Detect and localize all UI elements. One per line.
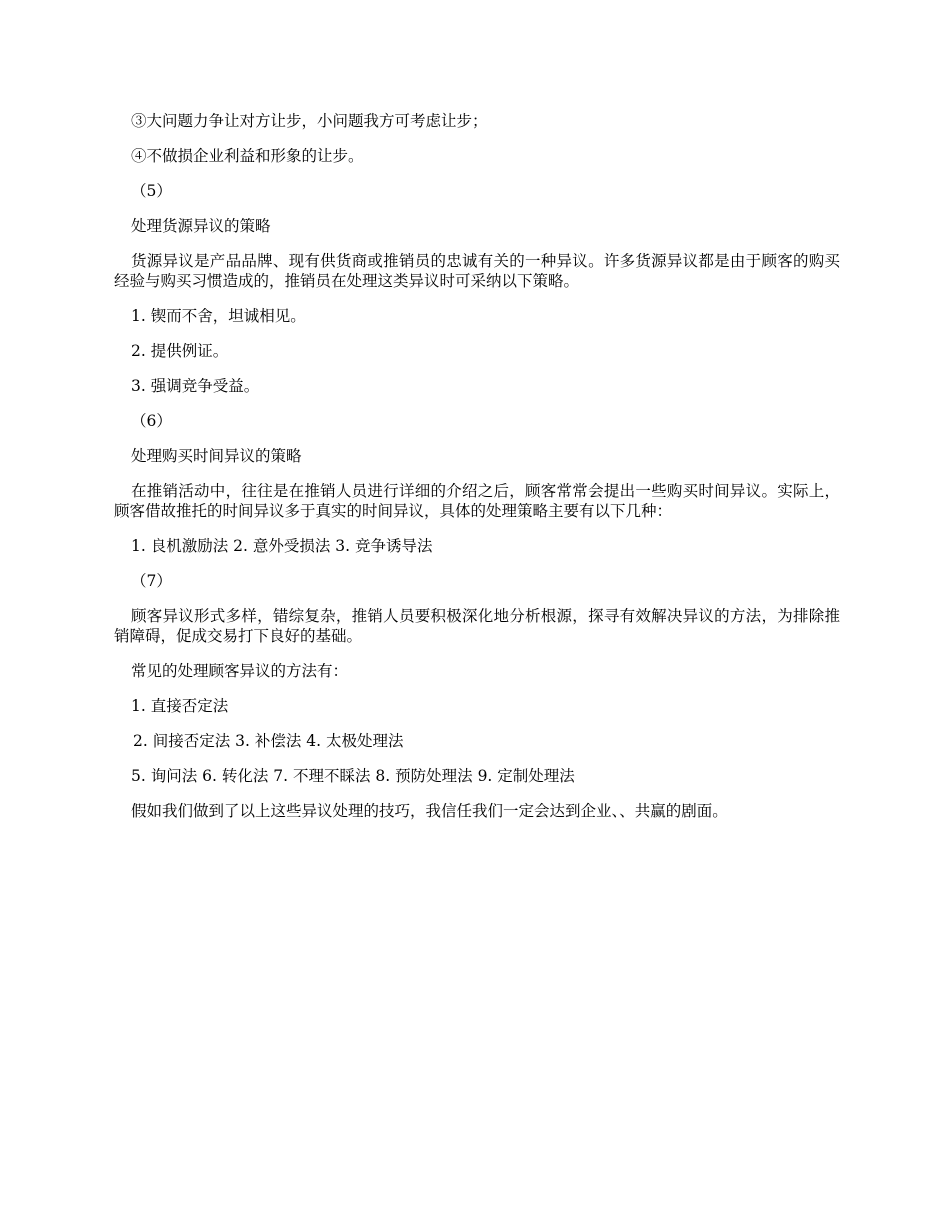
paragraph-source-objection: 货源异议是产品品牌、现有供货商或推销员的忠诚有关的一种异议。许多货源异议都是由于顾客的购买经验与购买习惯造成的，推销员在处理这类异议时可采纳以下策略。	[114, 252, 840, 290]
section-number-7: （7）	[131, 572, 172, 590]
list-item-source-1: 1. 锲而不舍，坦诚相见。	[131, 307, 306, 325]
list-item-method-1: 1. 直接否定法	[131, 697, 229, 715]
list-item-source-3: 3. 强调竞争受益。	[131, 377, 260, 395]
section-heading-time-objection: 处理购买时间异议的策略	[131, 447, 302, 465]
section-number-5: （5）	[131, 182, 172, 200]
paragraph-time-objection: 在推销活动中，往往是在推销人员进行详细的介绍之后，顾客常常会提出一些购买时间异议。实际上，顾客借故推托的时间异议多于真实的时间异议，具体的处理策略主要有以下几种：	[114, 482, 840, 520]
list-methods-5-9: 5. 询问法 6. 转化法 7. 不理不睬法 8. 预防处理法 9. 定制处理法	[131, 767, 575, 785]
paragraph-concession-rule-3: ③大问题力争让对方让步，小问题我方可考虑让步；	[131, 112, 488, 130]
list-time-methods: 1. 良机激励法 2. 意外受损法 3. 竞争诱导法	[131, 537, 433, 555]
paragraph-common-methods-intro: 常见的处理顾客异议的方法有：	[131, 662, 349, 680]
paragraph-objection-forms: 顾客异议形式多样，错综复杂，推销人员要积极深化地分析根源，探寻有效解决异议的方法，为排除推销障碍，促成交易打下良好的基础。	[114, 607, 840, 645]
list-methods-2-4: 2. 间接否定法 3. 补偿法 4. 太极处理法	[133, 732, 404, 750]
section-heading-source-objection: 处理货源异议的策略	[131, 217, 271, 235]
section-number-6: （6）	[131, 412, 172, 430]
paragraph-conclusion: 假如我们做到了以上这些异议处理的技巧，我信任我们一定会达到企业、、共赢的剧面。	[131, 802, 728, 820]
document-body	[114, 111, 840, 836]
paragraph-concession-rule-4: ④不做损企业利益和形象的让步。	[131, 147, 364, 165]
list-item-source-2: 2. 提供例证。	[131, 342, 229, 360]
